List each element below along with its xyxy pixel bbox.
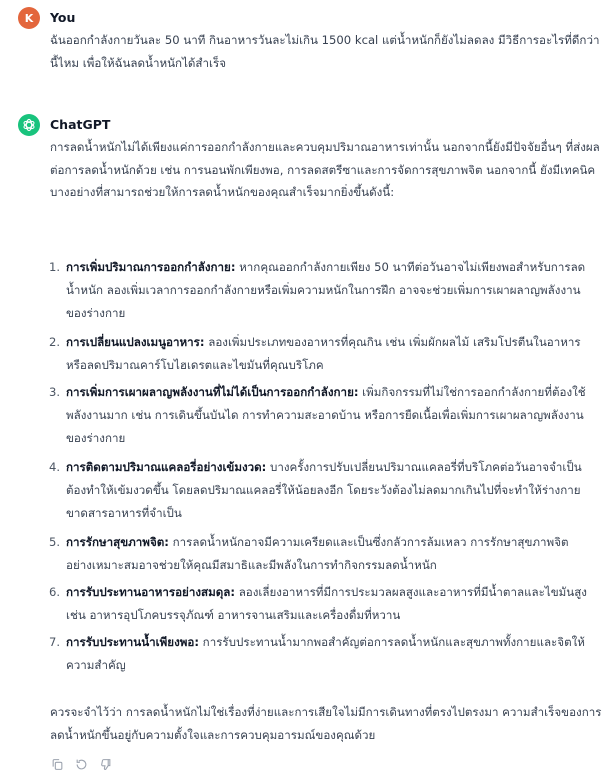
openai-logo-icon — [22, 118, 36, 132]
list-item: 3. การเพิ่มการเผาผลาญพลังงานที่ไม่ได้เป็นการออกกำลังกาย: เพิ่มกิจกรรมที่ไม่ใช่การออกกำลังกายที่ต้องใช้พลังงานมาก เช่น การเดินขึ้นบันได การทำความสะอาดบ้าน หรือการยืดเนื้อเพื่อเพิ่มการเผาผลาญพลังงานของร่างกาย — [48, 385, 586, 445]
chatgpt-avatar — [18, 114, 40, 136]
thumbs-down-icon[interactable] — [98, 757, 112, 771]
regenerate-icon[interactable] — [74, 757, 88, 771]
tips-list — [36, 256, 591, 681]
user-avatar: K — [18, 7, 40, 29]
message-actions — [50, 757, 112, 771]
list-item: 6. การรับประทานอาหารอย่างสมดุล: ลองเลี่ยงอาหารที่มีการประมวลผลสูงและอาหารที่มีน้ำตาลและไขมันสูง เช่น อาหารอุปโภคบรรจุภัณฑ์ อาหารจานเสริมและเครื่องดื่มที่หวาน — [48, 585, 587, 622]
assistant-author-name: ChatGPT — [50, 117, 111, 132]
list-item: 2. การเปลี่ยนแปลงเมนูอาหาร: ลองเพิ่มประเภทของอาหารที่คุณกิน เช่น เพิ่มผักผลไม้ เสริมโปรตีนในอาหาร หรือลดปริมาณคาร์โบไฮเดรตและไขมันที่คุณบริโภค — [48, 335, 581, 372]
list-item: 4. การติดตามปริมาณแคลอรี่อย่างเข้มงวด: บางครั้งการปรับเปลี่ยนปริมาณแคลอรี่ที่บริโภคต่อวันอาจจำเป็นต้องทำให้เข้มงวดขึ้น โดยลดปริมาณแคลอรี่ให้น้อยลงอีก โดยระวังต้องไม่ลดมากเกินไปที่จะทำให้ร่างกายขาดสารอาหารที่จำเป็น — [48, 460, 582, 520]
list-item: 1. การเพิ่มปริมาณการออกกำลังกาย: หากคุณออกกำลังกายเพียง 50 นาทีต่อวันอาจไม่เพียงพอสำหรับการลดน้ำหนัก ลองเพิ่มเวลาการออกกำลังกายหรือเพิ่มความหนักในการฝึก อาจจะช่วยเพิ่มการเผาผลาญพลังงานของร่างกาย — [48, 260, 586, 320]
list-item: 7. การรับประทานน้ำเพียงพอ: การรับประทานน้ำมากพอสำคัญต่อการลดน้ำหนักและสุขภาพทั้งกายและจิตให้ความสำคัญ — [48, 635, 585, 672]
assistant-intro: การลดน้ำหนักไม่ได้เพียงแค่การออกกำลังกายและควบคุมปริมาณอาหารเท่านั้น นอกจากนี้ยังมีปัจจัยอื่นๆ ที่ส่งผลต่อการลดน้ำหนักด้วย เช่น การนอนพักเพียงพอ, การลดสตรีซาและการจัดการสุขภาพจิต นอกจากนี้ ยังมีเทคนิคบางอย่างที่สามารถช่วยให้การลดน้ำหนักของคุณสำเร็จมากยิ่งขึ้นดังนี้: — [50, 140, 600, 199]
user-author-name: You — [50, 10, 76, 25]
copy-icon[interactable] — [50, 757, 64, 771]
assistant-outro: ควรจะจำไว้ว่า การลดน้ำหนักไม่ใช่เรื่องที่ง่ายและการเสียใจไม่มีการเดินทางที่ตรงไปตรงมา ความสำเร็จของการลดน้ำหนักขึ้นอยู่กับความตั้งใจและการควบคุมอารมณ์ของคุณด้วย — [50, 705, 602, 742]
list-item: 5. การรักษาสุขภาพจิต: การลดน้ำหนักอาจมีความเครียดและเป็นซึ่งกลัวการล้มเหลว การรักษาสุขภาพจิตอย่างเหมาะสมอาจช่วยให้คุณมีสมาธิและมีพลังในการทำกิจกรรมลดน้ำหนัก — [48, 535, 569, 572]
user-message-text: ฉันออกกำลังกายวันละ 50 นาที กินอาหารวันละไม่เกิน 1500 kcal แต่น้ำหนักก็ยังไม่ลดลง มีวิธีการอะไรที่ดีกว่านี้ไหม เพื่อให้ฉันลดน้ำหนักได้สำเร็จ — [50, 33, 600, 70]
